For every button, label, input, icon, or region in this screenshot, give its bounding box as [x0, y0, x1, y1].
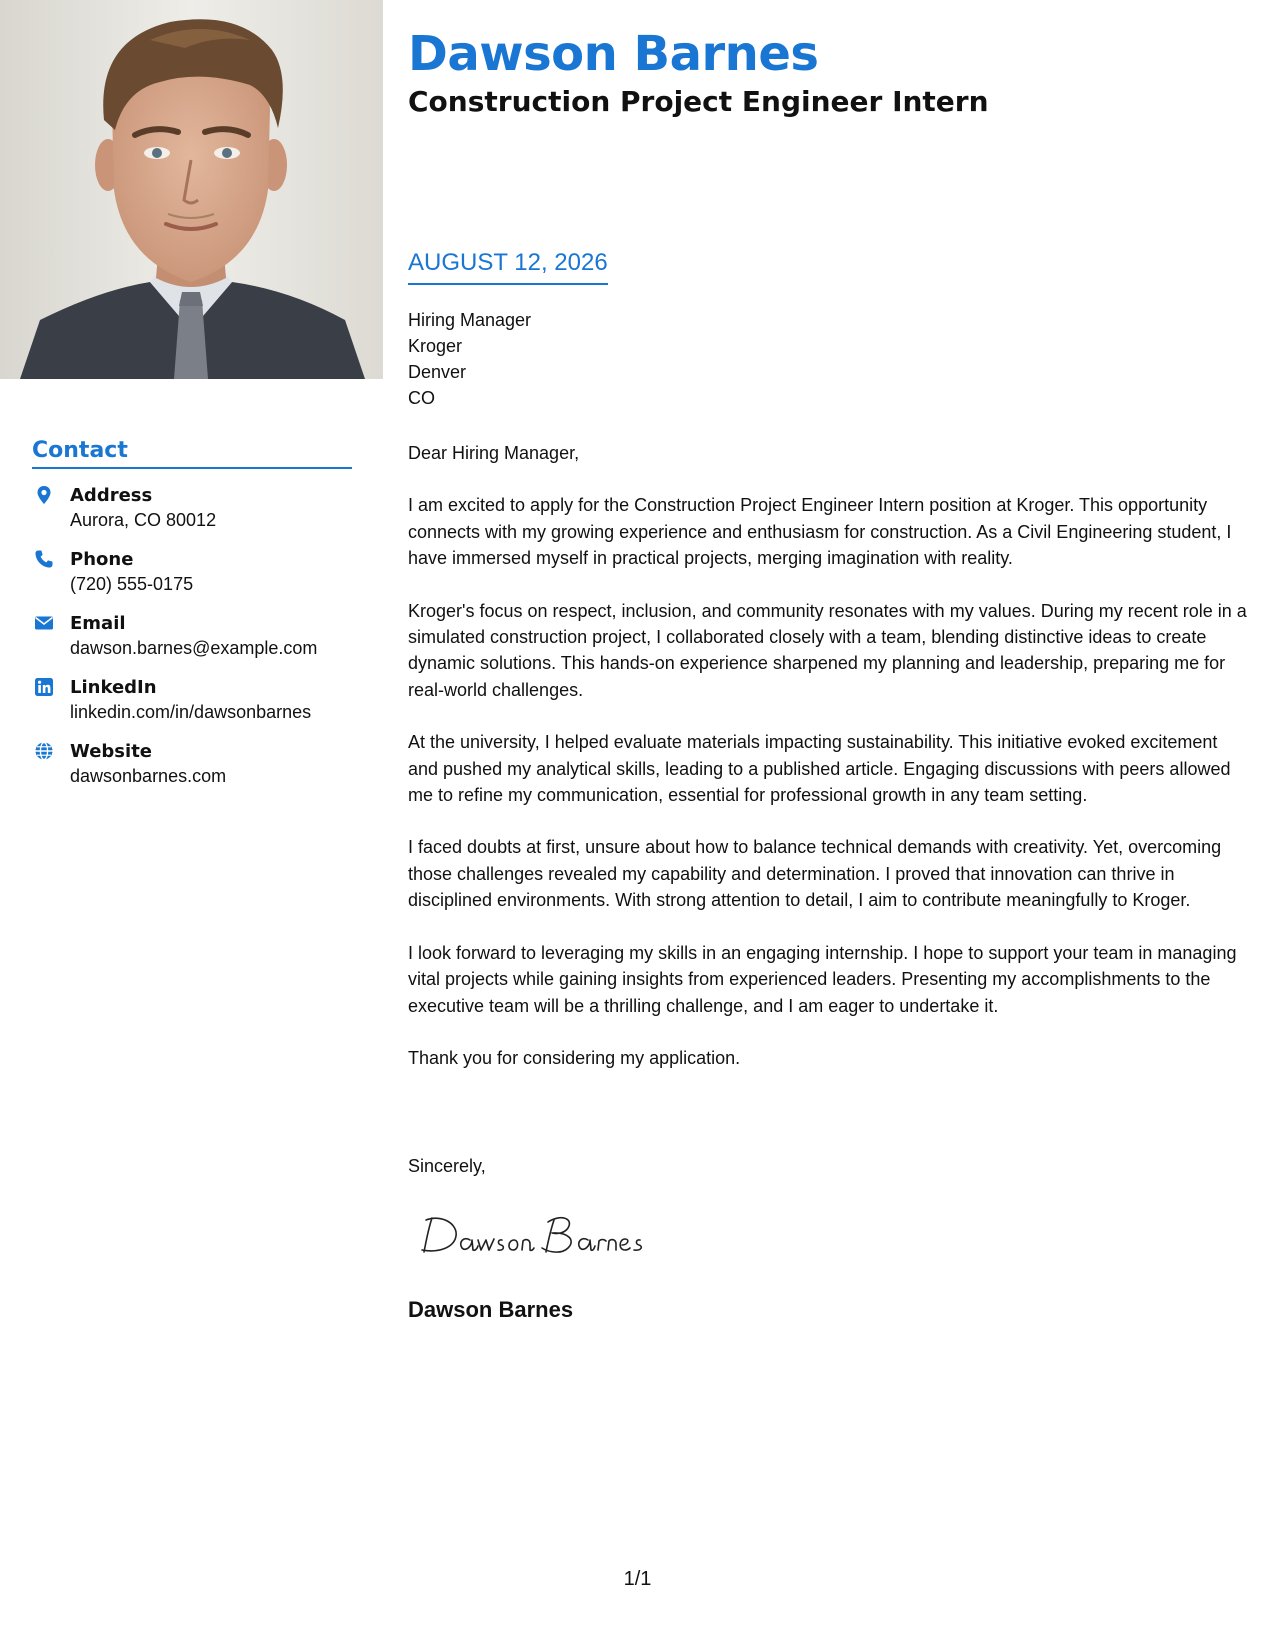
phone-icon [34, 549, 54, 569]
letter-paragraph: Thank you for considering my application. [408, 1047, 741, 1068]
contact-item-email [32, 611, 352, 661]
contact-item-address [32, 483, 352, 533]
globe-icon [34, 741, 54, 761]
letter-date: AUGUST 12, 2026 [408, 248, 608, 285]
portrait-image [0, 0, 383, 379]
contact-item-website [32, 739, 352, 789]
contact-heading: Contact [32, 438, 352, 469]
recipient-line: Kroger [408, 336, 463, 356]
contact-list [32, 483, 352, 789]
recipient-line: Denver [408, 362, 467, 382]
closing: Sincerely, [408, 1156, 486, 1176]
contact-section [32, 438, 352, 803]
letter-paragraph: At the university, I helped evaluate materials impacting sustainability. This initiative evoked excitement and pushed my analytical skills, leading to a published article. Engaging discussions with peers allowed me to refine my communication, essential for professional growth in any team setting. [408, 732, 1231, 806]
letter-paragraph: I faced doubts at first, unsure about how to balance technical demands with creativity. Yet, overcoming those challenges revealed my capability and determination. I proved that innovation can thrive in disciplined environments. With strong attention to detail, I aim to contribute meaningfully to Kroger. [408, 837, 1222, 911]
contact-label: Email [70, 613, 126, 634]
recipient-line: Hiring Manager [408, 310, 532, 330]
candidate-name: Dawson Barnes [408, 26, 819, 82]
page-number: 1/1 [623, 1568, 652, 1590]
contact-label: Address [70, 485, 153, 506]
contact-item-phone [32, 547, 352, 597]
letter-body [408, 440, 1248, 1097]
letter-paragraph: I look forward to leveraging my skills in an engaging internship. I hope to support your team in managing vital projects while gaining insights from experienced leaders. Presenting my accomplishments to the executive team will be a thrilling challenge, and I am eager to undertake it. [408, 942, 1237, 1016]
signer-name: Dawson Barnes [408, 1297, 574, 1322]
contact-label: Phone [70, 549, 134, 570]
recipient-block [408, 307, 531, 411]
linkedin-value[interactable]: linkedin.com/in/dawsonbarnes [70, 702, 312, 722]
letter-paragraph: Kroger's focus on respect, inclusion, and community resonates with my values. During my recent role in a simulated construction project, I collaborated closely with a team, blending distinctive ideas to create dynamic solutions. This hands-on experience sharpened my planning and leadership, preparing me for real-world challenges. [408, 600, 1247, 700]
email-value[interactable]: dawson.barnes@example.com [70, 638, 318, 658]
salutation: Dear Hiring Manager, [408, 443, 580, 463]
address-value: Aurora, CO 80012 [70, 510, 217, 530]
recipient-line: CO [408, 388, 435, 408]
phone-value[interactable]: (720) 555-0175 [70, 574, 194, 594]
contact-label: Website [70, 741, 153, 762]
profile-photo [0, 0, 383, 379]
contact-item-linkedin [32, 675, 352, 725]
linkedin-icon [34, 677, 54, 697]
email-icon [34, 613, 54, 633]
letter-paragraph: I am excited to apply for the Construction Project Engineer Intern position at Kroger. This opportunity connects with my growing experience and enthusiasm for construction. As a Civil Engineering student, I have immersed myself in practical projects, merging imagination with reality. [408, 495, 1232, 569]
handwritten-signature [418, 1208, 658, 1258]
job-title: Construction Project Engineer Intern [408, 85, 989, 118]
location-pin-icon [34, 485, 54, 505]
contact-label: LinkedIn [70, 677, 157, 698]
website-value[interactable]: dawsonbarnes.com [70, 766, 227, 786]
